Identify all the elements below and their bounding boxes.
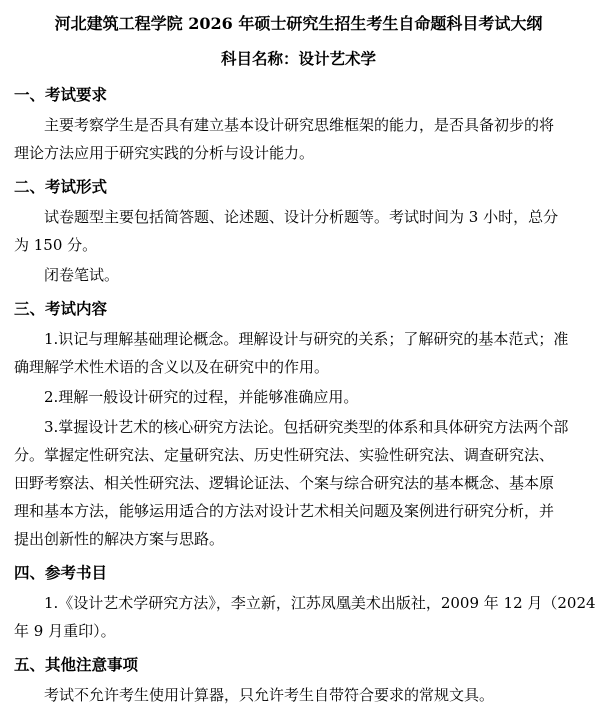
paragraph [14,589,596,645]
text-line: 1.识记与理解基础理论概念。理解设计与研究的关系；了解研究的基本范式；准 [44,330,569,348]
text-line: 理论方法应用于研究实践的分析与设计能力。 [14,144,315,162]
text-line: 闭卷笔试。 [44,266,120,284]
paragraph [14,413,583,553]
section-heading: 四、参考书目 [14,563,108,582]
text-line: 试卷题型主要包括简答题、论述题、设计分析题等。考试时间为 3 小时，总分 [44,208,559,226]
text-line: 确理解学术性术语的含义以及在研究中的作用。 [14,358,330,376]
text-line: 理和基本方法，能够运用适合的方法对设计艺术相关问题及案例进行研究分析，并 [14,502,555,520]
text-line: 田野考察法、相关性研究法、逻辑论证法、个案与综合研究法的基本概念、基本原 [14,474,555,492]
text-line: 分。掌握定性研究法、定量研究法、历史性研究法、实验性研究法、调查研究法、 [14,446,555,464]
paragraph [14,111,583,167]
section-heading: 三、考试内容 [14,299,108,318]
section-heading: 一、考试要求 [14,85,108,104]
subject-name: 科目名称：设计艺术学 [220,49,376,68]
paragraph [14,203,583,259]
text-line: 主要考察学生是否具有建立基本设计研究思维框架的能力，是否具备初步的将 [44,116,555,134]
paragraph [14,383,583,411]
text-line: 3.掌握设计艺术的核心研究方法论。包括研究类型的体系和具体研究方法两个部 [44,418,569,436]
section-heading: 二、考试形式 [14,177,108,196]
paragraph [14,261,583,289]
text-line: 1.《设计艺术学研究方法》，李立新，江苏凤凰美术出版社，2009 年 12 月（2024 [44,594,596,612]
document-body [14,83,596,709]
paragraph [14,325,583,381]
document-title: 河北建筑工程学院 2026 年硕士研究生招生考生自命题科目考试大纲 [54,14,543,33]
text-line: 2.理解一般设计研究的过程，并能够准确应用。 [44,388,359,406]
text-line: 考试不允许考生使用计算器，只允许考生自带符合要求的常规文具。 [44,686,495,704]
section-heading: 五、其他注意事项 [14,655,139,674]
text-line: 年 9 月重印）。 [14,622,116,640]
paragraph [14,681,583,709]
text-line: 为 150 分。 [14,236,98,254]
text-line: 提出创新性的解决方案与思路。 [14,530,225,548]
